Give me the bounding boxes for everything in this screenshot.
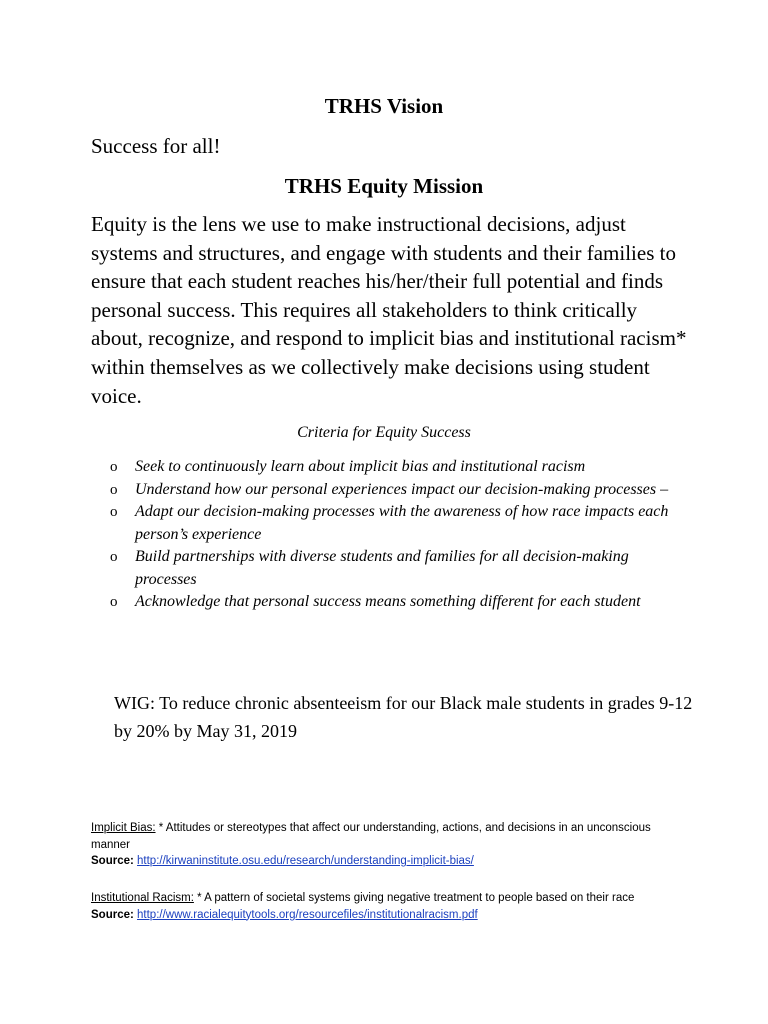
bullet-icon: o [110,594,118,610]
list-item-text: Adapt our decision-making processes with the awareness of how race impacts each person’s experience [135,503,669,543]
criteria-list [110,456,670,614]
list-item-text: Seek to continuously learn about implicit bias and institutional racism [135,458,586,475]
criteria-title: Criteria for Equity Success [297,424,471,441]
bullet-icon: o [110,504,118,520]
wig-statement: WIG: To reduce chronic absenteeism for our Black male students in grades 9-12 by 20% by May 31, 2019 [114,693,693,741]
footnote-term: Implicit Bias: [91,822,156,834]
vision-title: TRHS Vision [324,94,444,118]
footnote-definition [91,890,681,907]
source-label: Source: [91,855,138,867]
bullet-icon: o [110,459,118,475]
mission-title: TRHS Equity Mission [284,174,484,198]
list-item [110,501,670,546]
vision-tagline: Success for all! [91,134,221,158]
footnote-institutional-racism [91,890,681,923]
mission-statement: Equity is the lens we use to make instructional decisions, adjust systems and structures, and engage with students and their families to ensure that each student reaches his/her/their full potential and finds personal success. This requires all stakeholders to think critically about, recognize, and respond to implicit bias and institutional racism* within themselves as we collectively make decisions using student voice. [91,212,687,408]
bullet-icon: o [110,481,118,498]
footnote-source [91,853,681,870]
list-item-text: Build partnerships with diverse students and families for all decision-making processes [135,548,629,588]
list-item [110,591,670,614]
footnote-text: * Attitudes or stereotypes that affect our understanding, actions, and decisions in an unconscious manner [91,822,651,851]
source-label: Source: [91,908,138,921]
footnote-source [91,907,681,924]
source-link[interactable]: http://kirwaninstitute.osu.edu/research/understanding-implicit-bias/ [137,855,474,867]
source-link[interactable]: http://www.racialequitytools.org/resourcefiles/institutionalracism.pdf [137,908,478,921]
list-item [110,479,670,502]
footnote-term: Institutional Racism: [91,892,194,904]
bullet-icon: o [110,549,118,565]
footnote-implicit-bias [91,820,681,870]
list-item-text: Understand how our personal experiences impact our decision-making processes – [135,480,669,498]
footnote-definition [91,820,681,853]
list-item-text: Acknowledge that personal success means something different for each student [135,593,641,610]
list-item [110,456,670,479]
list-item [110,546,670,591]
footnote-text: * A pattern of societal systems giving negative treatment to people based on their race [193,892,635,904]
